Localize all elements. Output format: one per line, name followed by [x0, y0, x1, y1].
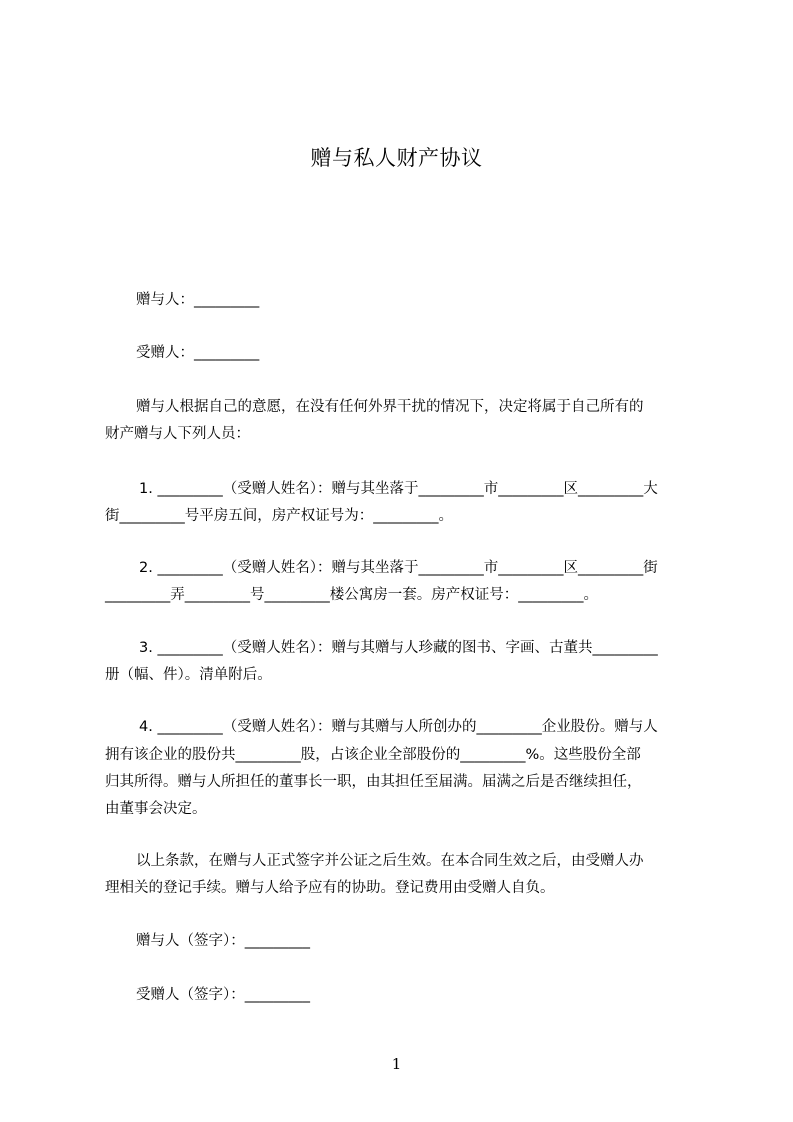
donor-signature-line: 赠与人（签字）：_________ — [136, 933, 310, 949]
item2-line-1: 2. _________（受赠人姓名）：赠与其坐落于_________市_________区_________街 — [139, 560, 658, 576]
closing-line-1: 以上条款，在赠与人正式签字并公证之后生效。在本合同生效之后，由受赠人办 — [136, 853, 644, 869]
donor-line: 赠与人：_________ — [136, 292, 260, 308]
item2-line-2: _________弄_________号_________楼公寓房一套。房产权证号：_________。 — [105, 587, 598, 603]
donee-signature-line: 受赠人（签字）：_________ — [136, 987, 310, 1003]
item3-line-1: 3. _________（受赠人姓名）：赠与其赠与人珍藏的图书、字画、古董共_________ — [139, 640, 658, 656]
document-title: 赠与私人财产协议 — [310, 146, 483, 170]
item4-line-1: 4. _________（受赠人姓名）：赠与其赠与人所创办的_________企业股份。赠与人 — [139, 719, 658, 735]
page-number: 1 — [391, 1055, 402, 1073]
item4-line-4: 由董事会决定。 — [105, 801, 207, 817]
closing-line-2: 理相关的登记手续。赠与人给予应有的协助。登记费用由受赠人自负。 — [105, 880, 555, 896]
item1-line-1: 1. _________（受赠人姓名）：赠与其坐落于_________市_________区_________大 — [139, 481, 658, 497]
item3-line-2: 册（幅、件）。清单附后。 — [105, 667, 272, 683]
item4-line-2: 拥有该企业的股份共_________股，占该企业全部股份的_________%。这些股份全部 — [105, 747, 641, 763]
item4-line-3: 归其所得。赠与人所担任的董事长一职，由其担任至届满。届满之后是否继续担任， — [105, 774, 642, 790]
donee-line: 受赠人：_________ — [136, 345, 260, 361]
item1-line-2: 街_________号平房五间，房产权证号为：_________。 — [105, 508, 453, 524]
intro-line-2: 财产赠与人下列人员： — [105, 426, 250, 442]
intro-line-1: 赠与人根据自己的意愿，在没有任何外界干扰的情况下，决定将属于自己所有的 — [136, 399, 644, 415]
